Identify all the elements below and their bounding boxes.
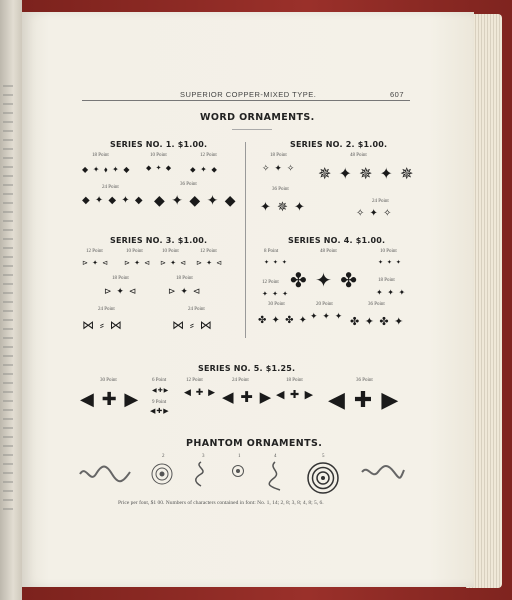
phantom-number: 5: [322, 454, 325, 459]
series-5-size: 24 Point: [232, 378, 249, 383]
series-1-size: 24 Point: [102, 185, 119, 190]
ornament-sample: ⊳ ✦ ⊲: [82, 259, 110, 267]
ornament-sample: ◀ ✚ ▶: [328, 388, 400, 413]
ornament-sample: ✦ ✦ ✦: [378, 259, 402, 266]
series-3-size: 24 Point: [188, 307, 205, 312]
ornament-sample: ⊳ ✦ ⊲: [196, 259, 224, 267]
series-2-size: 18 Point: [270, 153, 287, 158]
column-divider: [245, 142, 246, 338]
series-1-size: 36 Point: [180, 182, 197, 187]
series-3-title: SERIES NO. 3. $1.00.: [110, 236, 208, 245]
ornament-sample: ✤ ✦ ✤ ✦: [350, 315, 405, 328]
title-underline: [232, 129, 272, 130]
series-4-size: 12 Point: [262, 280, 279, 285]
ornament-sample: ⋈ ⸗ ⋈: [82, 318, 123, 332]
series-2-size: 48 Point: [350, 153, 367, 158]
ornament-sample: ⊳ ✦ ⊲: [104, 287, 138, 297]
ornament-sample: ⋈ ⸗ ⋈: [172, 318, 213, 332]
decorative-border: [3, 80, 13, 510]
series-3-size: 18 Point: [176, 276, 193, 281]
ornament-sample: ⊳ ✦ ⊲: [124, 259, 152, 267]
series-3-size: 10 Point: [126, 249, 143, 254]
ornament-sample: ✤ ✦ ✤: [290, 268, 358, 292]
series-3-size: 12 Point: [200, 249, 217, 254]
series-4-size: 36 Point: [368, 302, 385, 307]
phantom-number: 4: [274, 454, 277, 459]
series-3-size: 18 Point: [112, 276, 129, 281]
series-4-size: 8 Point: [264, 249, 279, 254]
ornament-sample: ◀✚▶: [152, 387, 170, 394]
ornament-sample: ✵ ✦ ✵ ✦ ✵: [318, 164, 415, 183]
series-1-size: 10 Point: [150, 153, 167, 158]
ornament-sample: ◀ ✚ ▶: [80, 389, 140, 410]
ornament-sample: ✦ ✦ ✦: [310, 312, 344, 322]
series-1-size: 18 Point: [92, 153, 109, 158]
ornament-sample: ◀ ✚ ▶: [184, 388, 217, 398]
series-4-size: 48 Point: [320, 249, 337, 254]
series-3-size: 10 Point: [162, 249, 179, 254]
ornament-sample: ✤ ✦ ✤ ✦: [258, 315, 309, 326]
phantom-number: 1: [238, 454, 241, 459]
series-5-size: 36 Point: [356, 378, 373, 383]
previous-page-edge: [0, 0, 22, 600]
series-5-size: 30 Point: [100, 378, 117, 383]
ornament-sample: ✧ ✦ ✧: [262, 164, 296, 174]
ornament-sample: ⬥ ✦ ⬥: [190, 165, 218, 174]
phantom-number: 2: [162, 454, 165, 459]
phantom-number: 3: [202, 454, 205, 459]
series-3-size: 24 Point: [98, 307, 115, 312]
ornament-sample: ✦ ✦ ✦: [262, 290, 290, 298]
series-3-size: 12 Point: [86, 249, 103, 254]
phantom-small-spiral-ornament: [231, 464, 245, 478]
series-1-size: 12 Point: [200, 153, 217, 158]
phantom-wave-ornament: [192, 460, 210, 488]
series-4-size: 30 Point: [268, 302, 285, 307]
ornament-sample: ◀✚▶: [150, 407, 170, 415]
running-head-title: SUPERIOR COPPER-MIXED TYPE.: [180, 90, 317, 99]
page-number: 607: [390, 90, 405, 99]
series-4-size: 10 Point: [380, 249, 397, 254]
series-5-size: 9 Point: [152, 400, 167, 405]
ornament-sample: ◀ ✚ ▶: [276, 388, 315, 401]
phantom-spiral-ornament: [150, 462, 174, 486]
series-2-title: SERIES NO. 2. $1.00.: [290, 140, 388, 149]
phantom-border-ornament: [360, 462, 406, 482]
ornament-sample: ⊳ ✦ ⊲: [160, 259, 188, 267]
ornament-sample: ◀ ✚ ▶: [222, 388, 273, 406]
phantom-title: PHANTOM ORNAMENTS.: [186, 438, 323, 449]
ornament-sample: ✦ ✦ ✦: [264, 259, 288, 266]
ornament-sample: ✦ ✦ ✦: [376, 288, 407, 297]
series-2-size: 24 Point: [372, 199, 389, 204]
series-5-size: 6 Point: [152, 378, 167, 383]
series-5-size: 12 Point: [186, 378, 203, 383]
series-4-size: 20 Point: [316, 302, 333, 307]
phantom-swirl-ornament: [264, 460, 286, 492]
series-5-title: SERIES NO. 5. $1.25.: [198, 364, 296, 373]
series-5-size: 18 Point: [286, 378, 303, 383]
ornament-sample: ◆ ✦ ◆ ✦ ◆: [154, 193, 237, 209]
ornament-sample: ◆ ✦ ⬧ ✦ ◆: [82, 165, 131, 174]
ornament-sample: ◆ ✦ ◆ ✦ ◆: [82, 195, 144, 206]
price-note: Price per font, $1 00. Numbers of characters contained in font: No. 1, 14; 2, 8; 3, 8; 4, 8; 5, 6.: [118, 500, 324, 506]
ornament-sample: ✧ ✦ ✧: [356, 208, 393, 219]
series-1-title: SERIES NO. 1. $1.00.: [110, 140, 208, 149]
phantom-large-spiral-ornament: [306, 461, 340, 495]
series-4-title: SERIES NO. 4. $1.00.: [288, 236, 386, 245]
ornament-sample: ◆ ✦ ◆: [146, 164, 173, 172]
series-4-size: 18 Point: [378, 278, 395, 283]
header-rule: [82, 100, 410, 101]
main-title: WORD ORNAMENTS.: [200, 112, 315, 123]
series-2-size: 36 Point: [272, 187, 289, 192]
phantom-squiggle-ornament: [78, 462, 132, 486]
ornament-sample: ✦ ✵ ✦: [260, 200, 306, 215]
ornament-sample: ⊳ ✦ ⊲: [168, 287, 202, 297]
